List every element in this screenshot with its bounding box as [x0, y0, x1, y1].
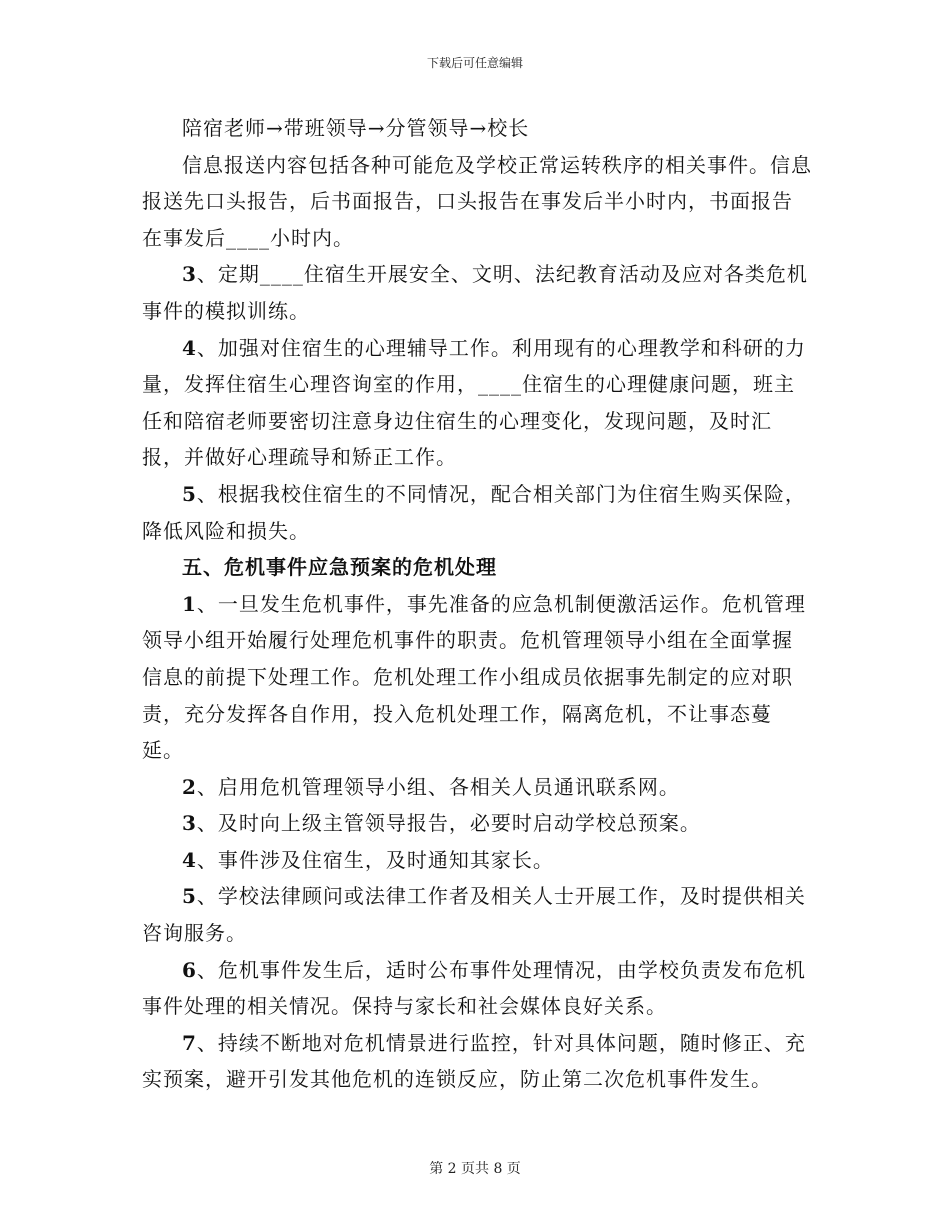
page-header: 下载后可任意编辑 — [426, 56, 523, 70]
item-number: 5 — [182, 481, 197, 506]
paragraph-crisis-6: 6、危机事件发生后，适时公布事件处理情况，由学校负责发布危机事件处理的相关情况。保持与家长和社会媒体良好关系。 — [142, 957, 806, 1019]
section-heading: 五、危机事件应急预案的危机处理 — [182, 555, 497, 580]
item-number: 5 — [182, 884, 197, 909]
paragraph-crisis-5: 5、学校法律顾问或法律工作者及相关人士开展工作，及时提供相关咨询服务。 — [142, 884, 806, 946]
item-number: 4 — [182, 847, 197, 872]
paragraph-crisis-3: 3、及时向上级主管领导报告，必要时启动学校总预案。 — [182, 811, 701, 836]
paragraph-item-3: 3、定期____住宿生开展安全、文明、法纪教育活动及应对各类危机事件的模拟训练。 — [142, 262, 808, 323]
document-body — [142, 110, 812, 1098]
item-number: 2 — [182, 774, 197, 799]
item-number: 1 — [182, 591, 197, 616]
item-number: 7 — [182, 1030, 197, 1055]
item-number: 3 — [182, 262, 197, 287]
paragraph-crisis-2: 2、启用危机管理领导小组、各相关人员通讯联系网。 — [182, 774, 680, 799]
paragraph-crisis-7: 7、持续不断地对危机情景进行监控，针对具体问题，随时修正、充实预案，避开引发其他危机的连锁反应，防止第二次危机事件发生。 — [142, 1030, 806, 1092]
paragraph-item-4: 4、加强对住宿生的心理辅导工作。利用现有的心理教学和科研的力量，发挥住宿生心理咨询室的作用，____住宿生的心理健康问题，班主任和陪宿老师要密切注意身边住宿生的心理变化，发现问题，及时汇报，并做好心理疏导和矫正工作。 — [142, 335, 806, 470]
item-number: 4 — [182, 335, 197, 360]
paragraph-item-5: 5、根据我校住宿生的不同情况，配合相关部门为住宿生购买保险，降低风险和损失。 — [142, 481, 806, 543]
paragraph-report-chain: 陪宿老师→带班领导→分管领导→校长 — [182, 116, 530, 140]
paragraph-report-content: 信息报送内容包括各种可能危及学校正常运转秩序的相关事件。信息报送先口头报告，后书面报告，口头报告在事发后半小时内，书面报告在事发后____小时内。 — [142, 152, 812, 250]
paragraph-crisis-1: 1、一旦发生危机事件，事先准备的应急机制便激活运作。危机管理领导小组开始履行处理危机事件的职责。危机管理领导小组在全面掌握信息的前提下处理工作。危机处理工作小组成员依据事先制定的应对职责，充分发挥各自作用，投入危机处理工作，隔离危机，不让事态蔓延。 — [142, 591, 806, 763]
page-footer: 第 2 页共 8 页 — [429, 1161, 521, 1177]
item-number: 3 — [182, 811, 197, 836]
paragraph-crisis-4: 4、事件涉及住宿生，及时通知其家长。 — [182, 847, 554, 872]
item-number: 6 — [182, 957, 197, 982]
